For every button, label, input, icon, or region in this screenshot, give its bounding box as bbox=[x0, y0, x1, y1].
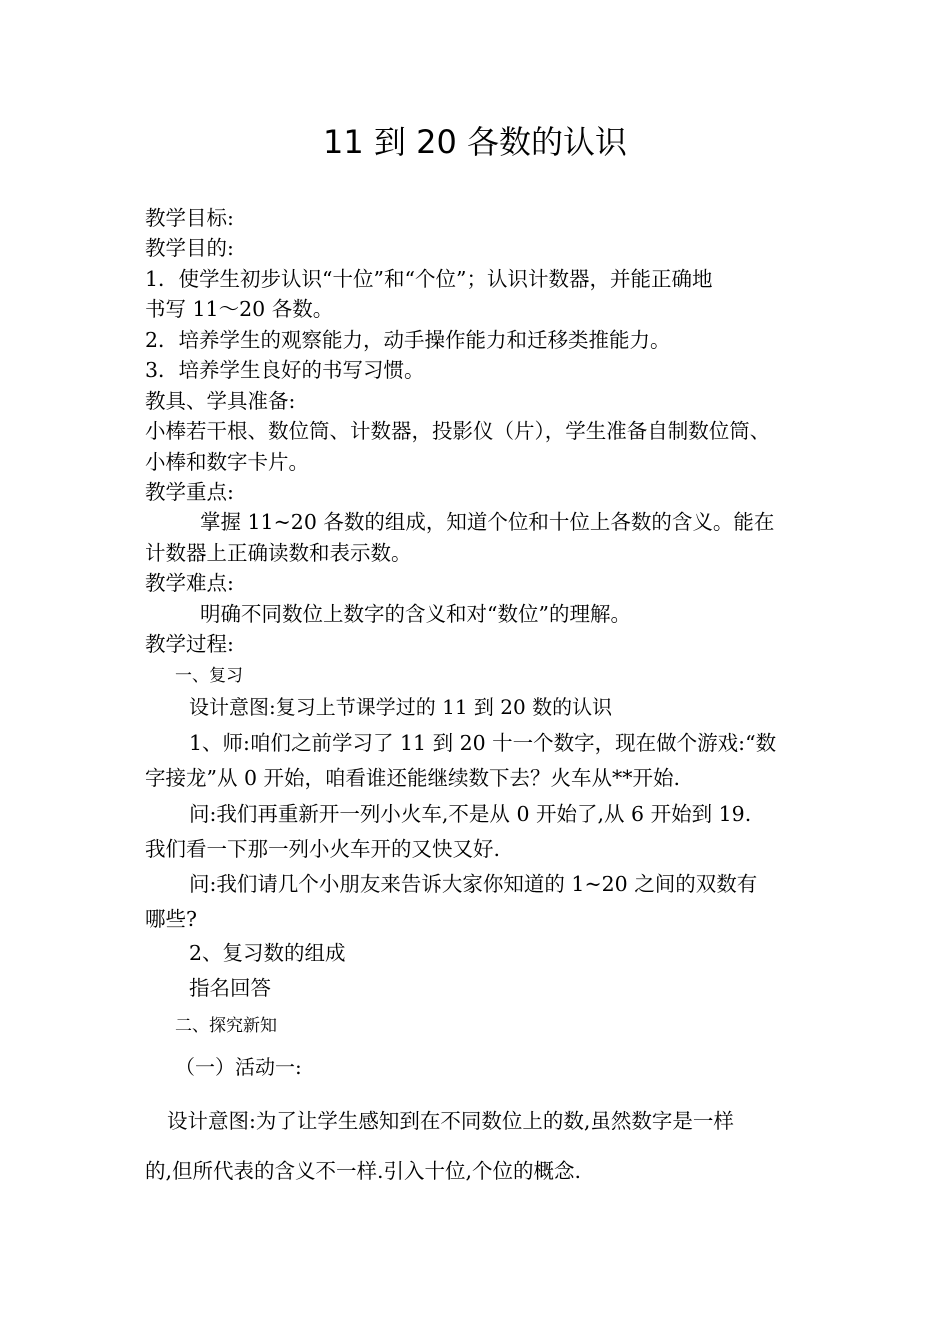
document-title: 11 到 20 各数的认识 bbox=[323, 123, 627, 161]
paragraph-line: 计数器上正确读数和表示数。 bbox=[145, 541, 412, 565]
heading-teaching-goals: 教学目标: bbox=[145, 206, 234, 230]
paragraph-line: 小棒和数字卡片。 bbox=[145, 450, 309, 474]
paragraph-line: 1、师:咱们之前学习了 11 到 20 十一个数字，现在做个游戏:“数 bbox=[189, 731, 777, 755]
paragraph-line: 问:我们请几个小朋友来告诉大家你知道的 1~20 之间的双数有 bbox=[189, 872, 758, 896]
heading-difficulties: 教学难点: bbox=[145, 571, 234, 595]
paragraph-line: 掌握 11~20 各数的组成，知道个位和十位上各数的含义。能在 bbox=[200, 510, 775, 534]
paragraph-line: 我们看一下那一列小火车开的又快又好. bbox=[145, 837, 501, 861]
heading-process: 教学过程: bbox=[145, 632, 234, 656]
paragraph-line: 1．使学生初步认识“十位”和“个位”；认识计数器，并能正确地 bbox=[145, 267, 713, 291]
heading-teaching-purpose: 教学目的: bbox=[145, 236, 234, 260]
heading-materials: 教具、学具准备: bbox=[145, 389, 296, 413]
paragraph-line: 小棒若干根、数位筒、计数器，投影仪（片），学生准备自制数位筒、 bbox=[145, 419, 771, 443]
subsection-activity-one: （一）活动一: bbox=[175, 1055, 302, 1079]
paragraph-line: 书写 11～20 各数。 bbox=[145, 297, 334, 321]
paragraph-line: 哪些? bbox=[145, 907, 197, 931]
paragraph-line: 的,但所代表的含义不一样.引入十位,个位的概念. bbox=[145, 1159, 582, 1183]
paragraph-line: 指名回答 bbox=[189, 976, 271, 1000]
paragraph-line: 2、复习数的组成 bbox=[189, 941, 346, 965]
paragraph-line: 2．培养学生的观察能力，动手操作能力和迁移类推能力。 bbox=[145, 328, 671, 352]
section-explore: 二、探究新知 bbox=[175, 1016, 277, 1036]
paragraph-line: 字接龙”从 0 开始，咱看谁还能继续数下去？火车从**开始. bbox=[145, 766, 681, 790]
heading-key-points: 教学重点: bbox=[145, 480, 234, 504]
paragraph-line: 明确不同数位上数字的含义和对“数位”的理解。 bbox=[200, 602, 631, 626]
paragraph-line: 3．培养学生良好的书写习惯。 bbox=[145, 358, 425, 382]
paragraph-line: 设计意图:复习上节课学过的 11 到 20 数的认识 bbox=[189, 695, 613, 719]
paragraph-line: 问:我们再重新开一列小火车,不是从 0 开始了,从 6 开始到 19. bbox=[189, 802, 752, 826]
paragraph-line: 设计意图:为了让学生感知到在不同数位上的数,虽然数字是一样 bbox=[167, 1109, 734, 1133]
section-review: 一、复习 bbox=[175, 666, 243, 686]
